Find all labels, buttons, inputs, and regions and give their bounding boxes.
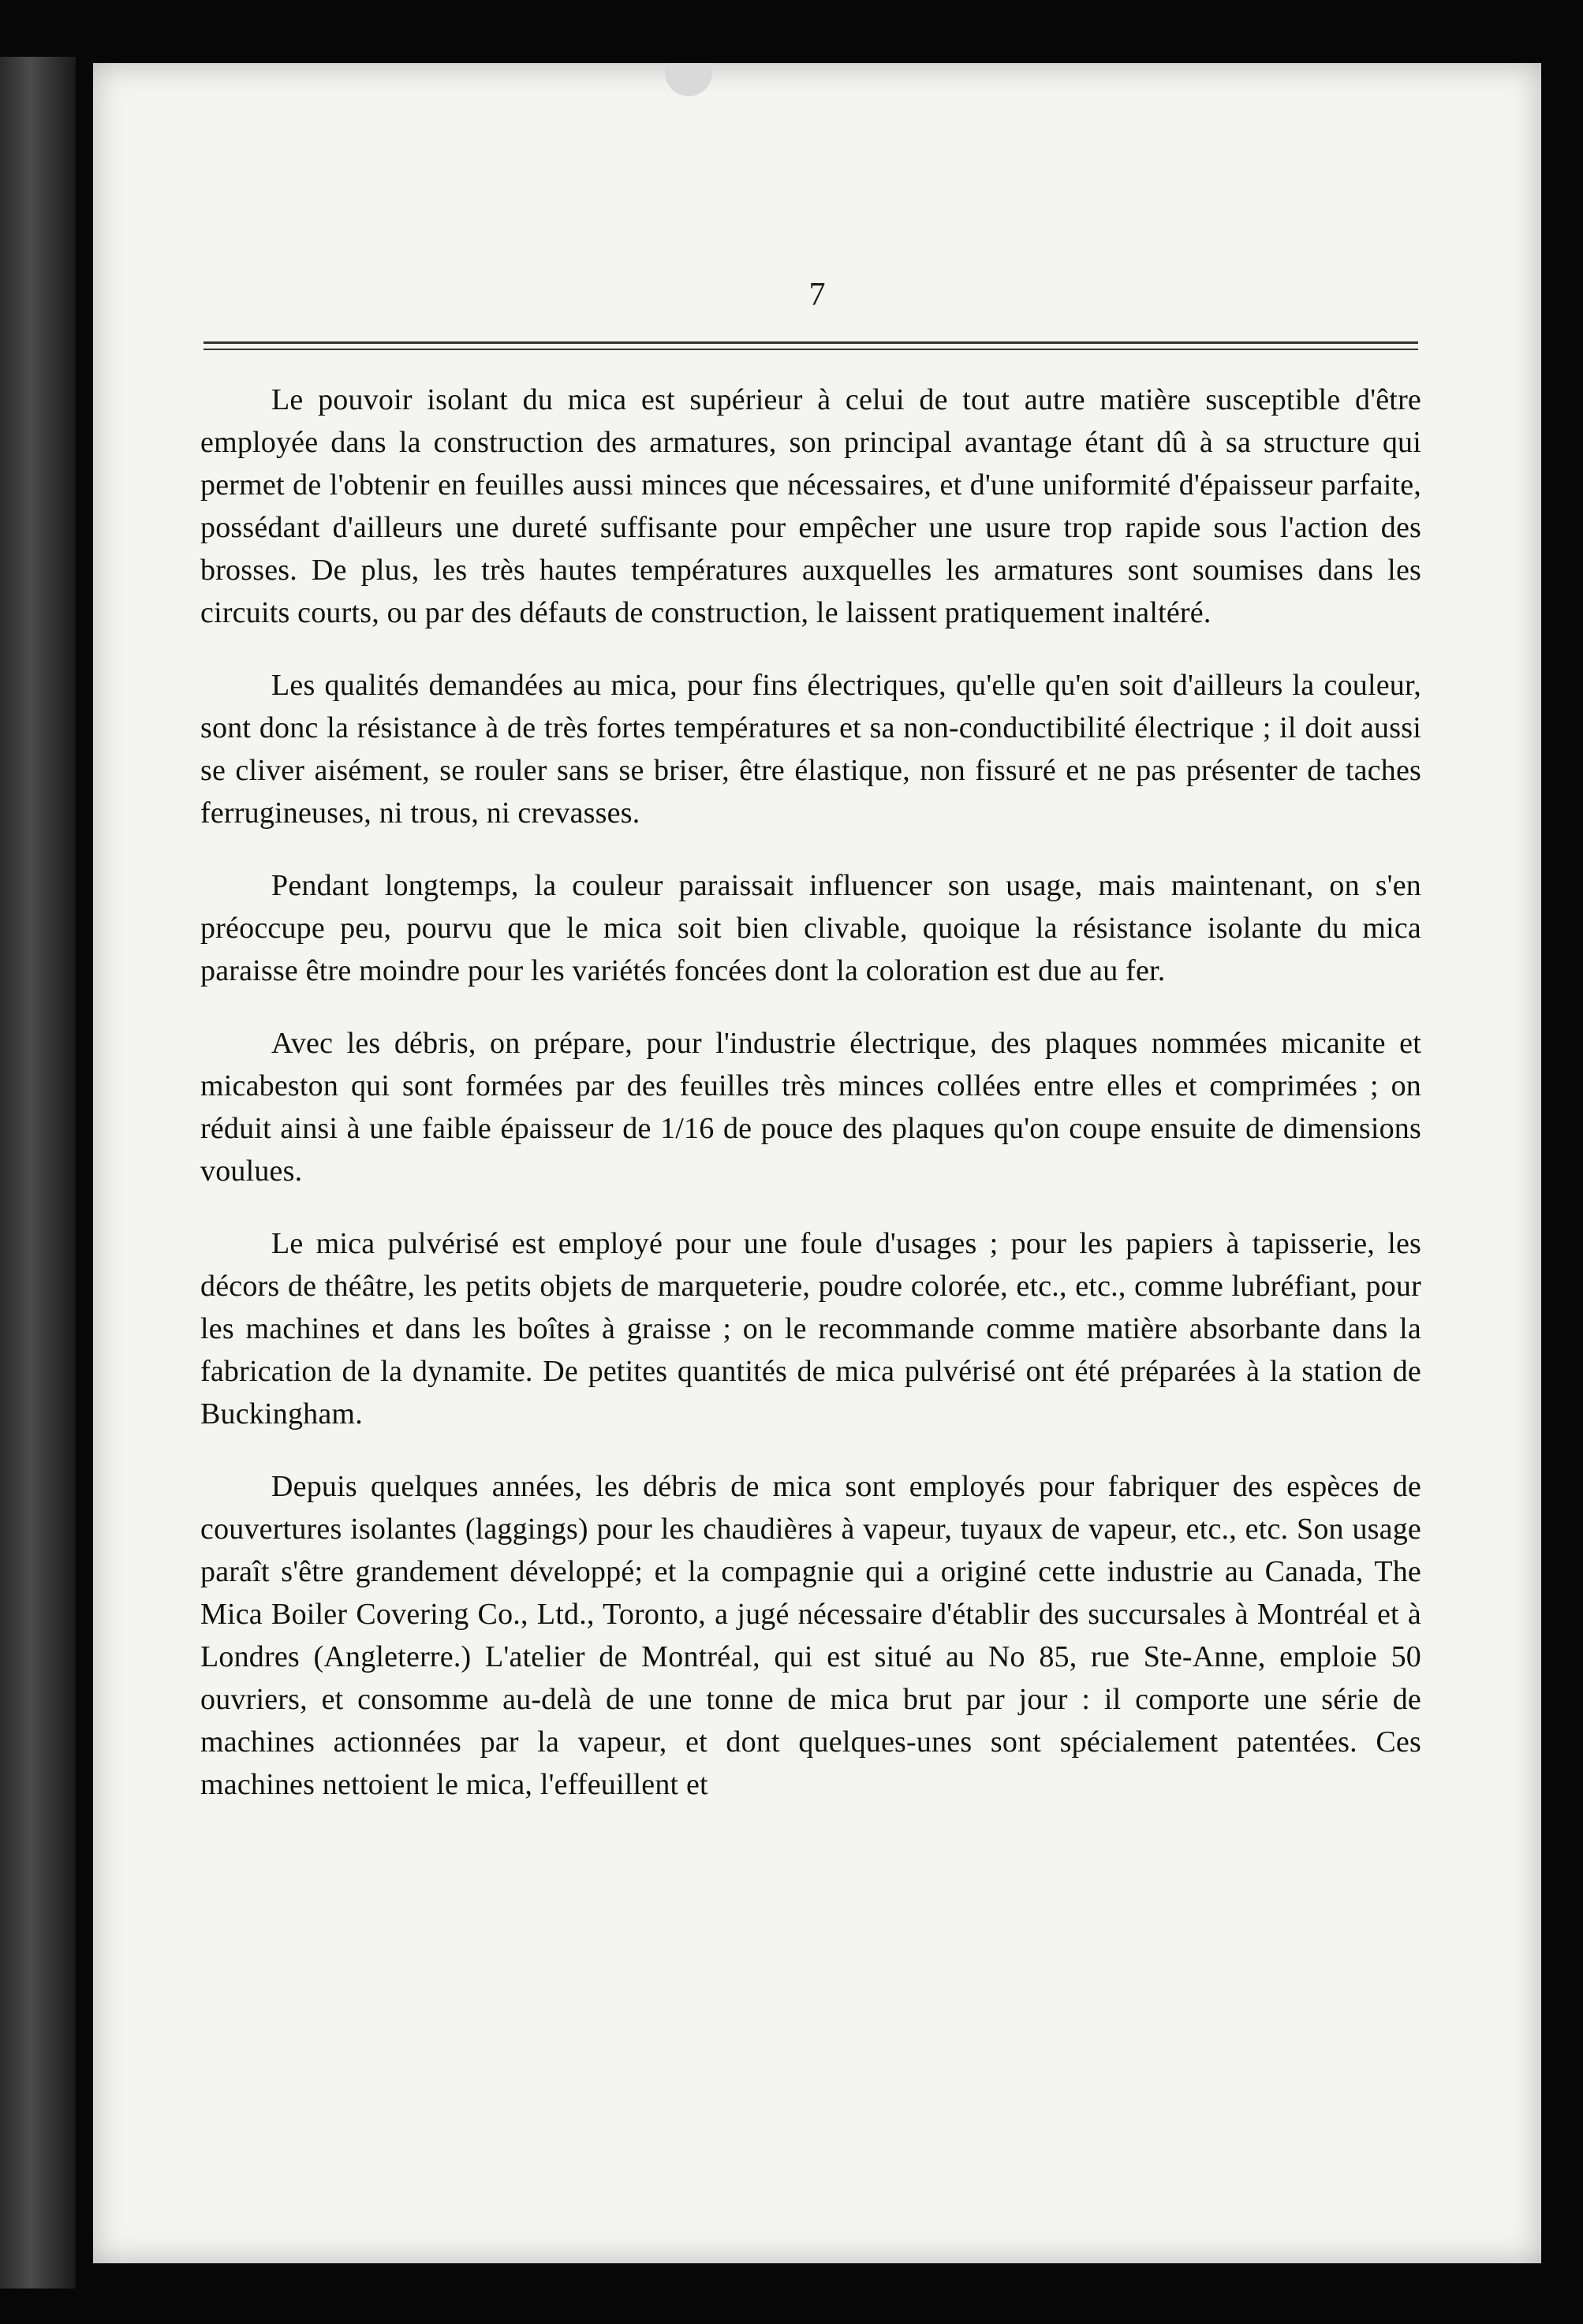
document-body [200,379,1421,1806]
paragraph: Les qualités demandées au mica, pour fins électriques, qu'elle qu'en soit d'ailleurs la couleur, sont donc la résistance à de très fortes températures et sa non-conductibilité électrique ; il doit aussi se cliver aisément, se rouler sans se briser, être élastique, non fissuré et ne pas présenter de taches ferrugineuses, ni trous, ni crevasses. [200,669,1421,830]
paragraph: Le pouvoir isolant du mica est supérieur à celui de tout autre matière susceptible d'être employée dans la construction des armatures, son principal avantage étant dû à sa structure qui permet de l'obtenir en feuilles aussi minces que nécessaires, et d'une uniformité d'épaisseur parfaite, possédant d'ailleurs une dureté suffisante pour empêcher une usure trop rapide sous l'action des brosses. De plus, les très hautes températures auxquelles les armatures sont soumises dans les circuits courts, ou par des défauts de construction, le laissent pratiquement inaltéré. [200,383,1421,629]
page-number: 7 [808,277,826,313]
header-rule-secondary [203,349,1418,350]
scan-artifact [665,63,712,96]
facing-page-edge [0,57,76,2289]
paragraph: Avec les débris, on prépare, pour l'industrie électrique, des plaques nommées micanite et micabeston qui sont formées par des feuilles très minces collées entre elles et comprimées ; on réduit ainsi à une faible épaisseur de 1/16 de pouce des plaques qu'on coupe ensuite de dimensions voulues. [200,1027,1421,1188]
paragraph: Pendant longtemps, la couleur paraissait influencer son usage, mais maintenant, on s'en préoccupe peu, pourvu que le mica soit bien clivable, quoique la résistance isolante du mica paraisse être moindre pour les variétés foncées dont la coloration est due au fer. [200,869,1421,987]
paragraph: Depuis quelques années, les débris de mica sont employés pour fabriquer des espèces de couvertures isolantes (laggings) pour les chaudières à vapeur, tuyaux de vapeur, etc., etc. Son usage paraît s'être grandement développé; et la compagnie qui a originé cette industrie au Canada, The Mica Boiler Covering Co., Ltd., Toronto, a jugé nécessaire d'établir des succursales à Montréal et à Londres (Angleterre.) L'atelier de Montréal, qui est situé au No 85, rue Ste-Anne, emploie 50 ouvriers, et consomme au-delà de une tonne de mica brut par jour : il comporte une série de machines actionnées par la vapeur, et dont quelques-unes sont spécialement patentées. Ces machines nettoient le mica, l'effeuillent et [200,1470,1421,1801]
document-page [93,63,1541,2263]
paragraph: Le mica pulvérisé est employé pour une foule d'usages ; pour les papiers à tapisserie, les décors de théâtre, les petits objets de marqueterie, poudre colorée, etc., etc., comme lubréfiant, pour les machines et dans les boîtes à graisse ; on le recommande comme matière absorbante dans la fabrication de la dynamite. De petites quantités de mica pulvérisé ont été préparées à la station de Buckingham. [200,1227,1421,1431]
header-rule [203,341,1418,344]
